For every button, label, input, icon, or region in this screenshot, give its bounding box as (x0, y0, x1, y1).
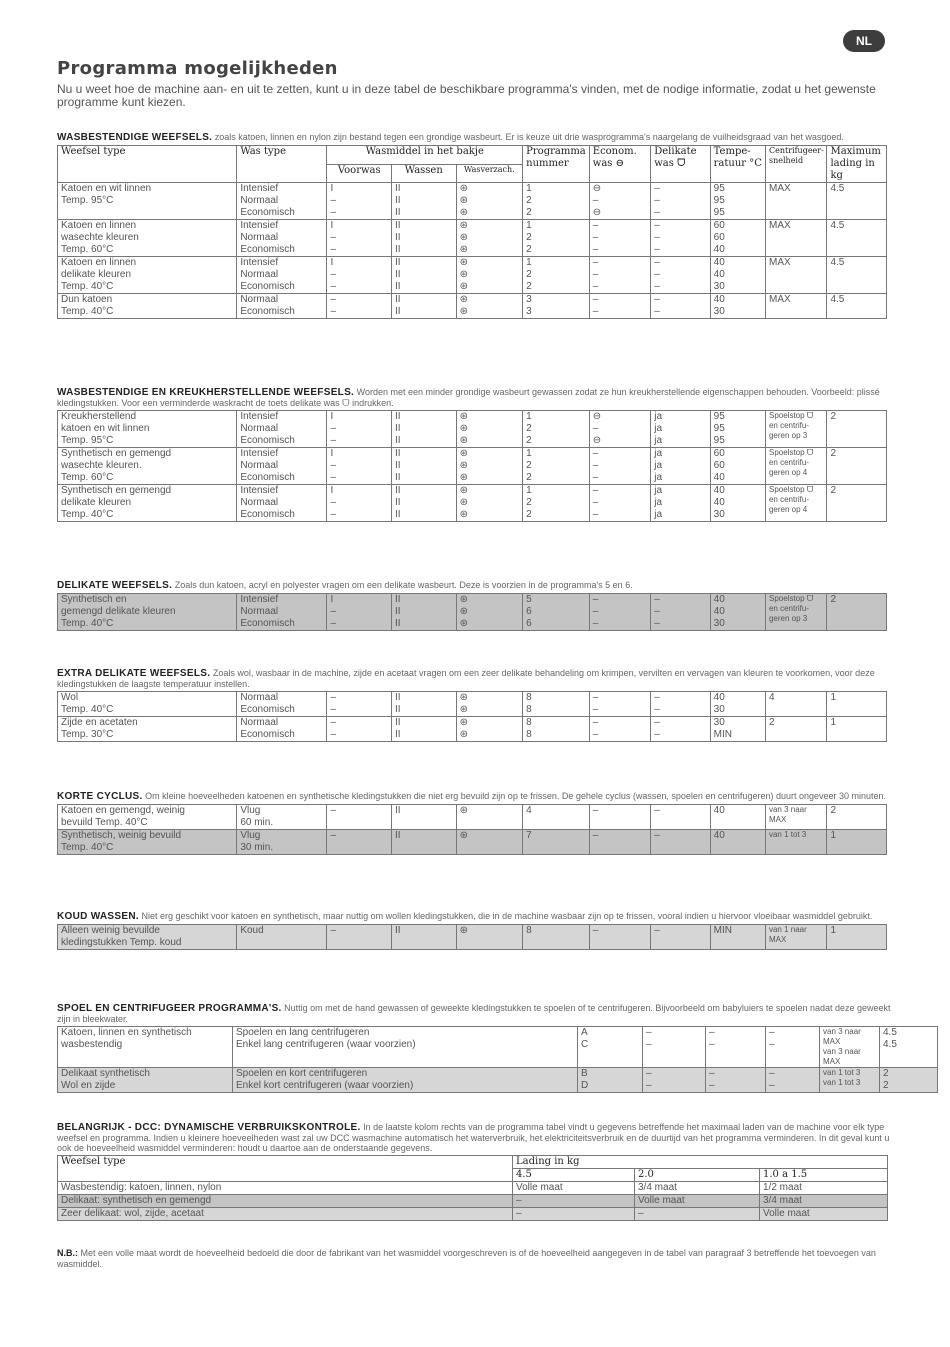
section-heading: WASBESTENDIGE EN KREUKHERSTELLENDE WEEFSELS. Worden met een minder grondige wasbeurt gewassen zodat ze hun kreukherstellende eigenschappen behouden. Voorbeeld: plissé kledingstukken. Voor een verminderde waskracht de toets delikate was ᗜ indrukken. (57, 387, 880, 408)
table-row (58, 257, 887, 294)
table-cell: 1 2 2 (523, 411, 590, 448)
table-cell: ⊛ ⊛ ⊛ (456, 411, 523, 448)
table-cell: Intensief Normaal Economisch (237, 411, 327, 448)
table-cell: 7 (523, 830, 590, 855)
table-cell: – (589, 925, 650, 950)
table-cell: 4.5 (827, 294, 887, 319)
col-header-econom: Econom. was ⊖ (589, 146, 650, 183)
table-cell: 5 6 6 (523, 594, 590, 631)
table-cell: 60 60 40 (710, 220, 765, 257)
table-cell: Katoen en linnen delikate kleuren Temp. 40°C (58, 257, 237, 294)
table-cell: – – (706, 1027, 766, 1068)
table-cell: 1 (827, 717, 887, 742)
table-cell: 95 95 95 (710, 183, 765, 220)
table-cell: II II II (392, 448, 457, 485)
table-cell: 40 30 (710, 294, 765, 319)
table-cell: 3/4 maat (635, 1182, 760, 1195)
table-cell: – – (766, 1027, 820, 1068)
table-cell: I – – (327, 183, 392, 220)
table-cell: Spoelen en lang centrifugeren Enkel lang centrifugeren (waar voorzien) (233, 1027, 578, 1068)
table-cell: 4 (765, 692, 826, 717)
table-cell: ⊛ ⊛ (456, 717, 523, 742)
table-cell: 30 MIN (710, 717, 765, 742)
table-cell: B D (578, 1068, 643, 1093)
table-cell: Normaal Economisch (237, 692, 327, 717)
table-cell: – – – (651, 257, 710, 294)
table-cell: Normaal Economisch (237, 294, 327, 319)
table-cell: Wol Temp. 40°C (58, 692, 237, 717)
section-1 (57, 387, 892, 522)
table-cell: Spoelstop ᗜ en centrifu- geren op 4 (765, 485, 826, 522)
table-cell: Katoen en linnen wasechte kleuren Temp. 60°C (58, 220, 237, 257)
col-header-load: 1.0 a 1.5 (760, 1169, 888, 1182)
col-header-maximum: Maximum lading in kg (827, 146, 887, 183)
table-cell: 2 (827, 411, 887, 448)
table-cell: van 3 naar MAX van 3 naar MAX (820, 1027, 880, 1068)
table-row (58, 594, 887, 631)
table-cell: 40 (710, 805, 765, 830)
table-row (58, 183, 887, 220)
table-cell: Intensief Normaal Economisch (237, 594, 327, 631)
table-cell: 2 (827, 594, 887, 631)
table-cell: ⊛ (456, 830, 523, 855)
table-cell: 40 40 30 (710, 594, 765, 631)
section-2 (57, 580, 892, 631)
col-header-weefsel: Weefsel type (58, 1156, 513, 1182)
col-header-delikate: Delikate was ᗜ (651, 146, 710, 183)
table-cell: Volle maat (760, 1208, 888, 1221)
table-cell: MAX (765, 294, 826, 319)
section-3 (57, 668, 892, 742)
section-5 (57, 911, 892, 950)
table-cell: II II II (392, 594, 457, 631)
section-heading: DELIKATE WEEFSELS. Zoals dun katoen, acryl en polyester vragen om een delikate wasbeurt. Deze is voorzien in de programma's 5 en 6. (57, 580, 633, 591)
col-header-load: 4.5 (513, 1169, 635, 1182)
table-cell: Kreukherstellend katoen en wit linnen Temp. 95°C (58, 411, 237, 448)
table-cell: 95 95 95 (710, 411, 765, 448)
table-cell: II (392, 805, 457, 830)
table-row (58, 1195, 888, 1208)
table-row (58, 448, 887, 485)
table-cell: Katoen en gemengd, weinig bevuild Temp. 40°C (58, 805, 237, 830)
table-cell: ⊛ ⊛ (456, 692, 523, 717)
table-cell: 60 60 40 (710, 448, 765, 485)
table-cell: – – – (589, 257, 650, 294)
table-cell: ⊛ ⊛ ⊛ (456, 594, 523, 631)
table-cell: – – (327, 692, 392, 717)
col-header-centrifugeer: Centrifugeer- snelheid (765, 146, 826, 183)
section-heading: SPOEL EN CENTRIFUGEER PROGRAMMA'S. Nuttig om met de hand gewassen of geweekte kledingstukken te spoelen of te centrifugeren. Bijvoorbeeld om babyluiers te spoelen nadat deze geweekt zijn in bleekwater. (57, 1003, 891, 1024)
program-table (57, 145, 887, 319)
table-cell: 40 40 30 (710, 485, 765, 522)
table-cell: Intensief Normaal Economisch (237, 183, 327, 220)
table-cell: II II (392, 294, 457, 319)
table-row (58, 220, 887, 257)
table-cell: MAX (765, 257, 826, 294)
table-cell: 1 (827, 830, 887, 855)
col-header-programma: Programma nummer (523, 146, 590, 183)
table-cell: – – (327, 294, 392, 319)
table-cell: 1 2 2 (523, 257, 590, 294)
col-header-lading: Lading in kg (513, 1156, 888, 1169)
table-cell: Dun katoen Temp. 40°C (58, 294, 237, 319)
section-6 (57, 1003, 897, 1093)
section-heading: KOUD WASSEN. Niet erg geschikt voor katoen en synthetisch, maar nuttig om wollen kledingstukken, die in de machine wasbaar zijn op te frissen, vooral indien u hiervoor vloeibaar wasmiddel gebruikt. (57, 911, 873, 922)
table-cell: 1 2 2 (523, 485, 590, 522)
page-title: Programma mogelijkheden (57, 58, 338, 79)
program-table (57, 691, 887, 742)
table-cell: 2 (827, 448, 887, 485)
table-cell: – (651, 830, 710, 855)
table-cell: Delikaat synthetisch Wol en zijde (58, 1068, 233, 1093)
table-cell: – – (766, 1068, 820, 1093)
program-table (57, 410, 887, 522)
table-cell: ⊛ ⊛ ⊛ (456, 257, 523, 294)
table-cell: ⊛ ⊛ ⊛ (456, 220, 523, 257)
table-cell: Zeer delikaat: wol, zijde, acetaat (58, 1208, 513, 1221)
table-cell: MIN (710, 925, 765, 950)
table-row (58, 485, 887, 522)
table-cell: 1 (827, 692, 887, 717)
col-header-load: 2.0 (635, 1169, 760, 1182)
table-cell: 2 (827, 485, 887, 522)
table-row (58, 717, 887, 742)
table-cell: – – – (651, 220, 710, 257)
table-cell: van 1 tot 3 van 1 tot 3 (820, 1068, 880, 1093)
table-cell: Normaal Economisch (237, 717, 327, 742)
table-cell: – (327, 805, 392, 830)
table-cell: 3/4 maat (760, 1195, 888, 1208)
table-cell: MAX (765, 220, 826, 257)
table-cell: – – (643, 1068, 706, 1093)
table-cell: – – (589, 294, 650, 319)
table-cell: 4 (523, 805, 590, 830)
col-header-weefsel: Weefsel type (58, 146, 237, 183)
table-cell: II II (392, 717, 457, 742)
table-cell: 8 8 (523, 692, 590, 717)
table-cell: ⊛ (456, 805, 523, 830)
table-cell: Intensief Normaal Economisch (237, 485, 327, 522)
table-cell: ⊛ ⊛ ⊛ (456, 485, 523, 522)
table-cell: – – – (589, 220, 650, 257)
table-cell: 2 (827, 805, 887, 830)
table-cell: – – (651, 294, 710, 319)
table-cell: – – – (651, 183, 710, 220)
section-4 (57, 791, 892, 855)
table-cell: 8 (523, 925, 590, 950)
table-cell: MAX (765, 183, 826, 220)
section-heading: EXTRA DELIKATE WEEFSELS. Zoals wol, wasbaar in de machine, zijde en acetaat vragen om een zeer delikate behandeling om krimpen, vervilten en vervagen van kleuren te voorkomen, voor deze kledingstukken de laagste temperatuur instellen. (57, 668, 875, 689)
table-cell: I – – (327, 220, 392, 257)
table-cell: – (651, 925, 710, 950)
table-cell: II II II (392, 485, 457, 522)
table-cell: ⊛ ⊛ (456, 294, 523, 319)
table-cell: Intensief Normaal Economisch (237, 257, 327, 294)
program-table (57, 804, 887, 855)
table-cell: Spoelstop ᗜ en centrifu- geren op 4 (765, 448, 826, 485)
col-header-wasmiddel: Wasmiddel in het bakje (327, 146, 523, 165)
program-table (57, 1026, 938, 1093)
table-cell: II II (392, 692, 457, 717)
table-cell: Vlug 60 min. (237, 805, 327, 830)
table-cell: 1/2 maat (760, 1182, 888, 1195)
table-cell: Intensief Normaal Economisch (237, 220, 327, 257)
table-cell: Spoelstop ᗜ en centrifu- geren op 3 (765, 411, 826, 448)
table-cell: – (589, 805, 650, 830)
table-cell: – (651, 805, 710, 830)
table-cell: – – (643, 1027, 706, 1068)
table-row (58, 830, 887, 855)
col-header-temp: Tempe- ratuur °C (710, 146, 765, 183)
table-cell: ⊛ (456, 925, 523, 950)
table-cell: Koud (237, 925, 327, 950)
table-cell: – – (651, 692, 710, 717)
table-cell: ⊛ ⊛ ⊛ (456, 183, 523, 220)
table-cell: II (392, 830, 457, 855)
table-cell: van 3 naar MAX (765, 805, 826, 830)
section-0 (57, 132, 892, 319)
table-cell: I – – (327, 448, 392, 485)
table-cell: ⊖ – ⊖ (589, 183, 650, 220)
table-cell: Alleen weinig bevuilde kledingstukken Temp. koud (58, 925, 237, 950)
table-cell: Volle maat (635, 1195, 760, 1208)
note: N.B.: Met een volle maat wordt de hoeveelheid bedoeld die door de fabrikant van het wasmiddel voorgeschreven is of de hoeveelheid aangegeven in de tabel van paragraaf 3 betreffende het toevoegen van wasmiddel. (57, 1248, 876, 1269)
section-heading: WASBESTENDIGE WEEFSELS. zoals katoen, linnen en nylon zijn bestand tegen een grondige wasbeurt. Er is keuze uit drie wasprogramma's naargelang de vuilheidsgraad van het wasgoed. (57, 132, 844, 143)
table-cell: 1 2 2 (523, 183, 590, 220)
program-table (57, 593, 887, 631)
table-row (58, 805, 887, 830)
table-cell: ⊛ ⊛ ⊛ (456, 448, 523, 485)
col-header-wasverzach: Wasverzach. (456, 164, 523, 183)
table-row (58, 294, 887, 319)
table-cell: Delikaat: synthetisch en gemengd (58, 1195, 513, 1208)
table-cell: – (327, 830, 392, 855)
table-cell: II II II (392, 183, 457, 220)
table-cell: – – – (589, 485, 650, 522)
table-cell: Vlug 30 min. (237, 830, 327, 855)
table-row (58, 1208, 888, 1221)
table-cell: Intensief Normaal Economisch (237, 448, 327, 485)
table-cell: 4.5 (827, 183, 887, 220)
table-cell: ja ja ja (651, 448, 710, 485)
table-cell: – – (589, 692, 650, 717)
table-cell: I – – (327, 594, 392, 631)
table-cell: Volle maat (513, 1182, 635, 1195)
table-cell: 4.5 (827, 220, 887, 257)
table-cell: I – – (327, 257, 392, 294)
table-cell: – (513, 1208, 635, 1221)
table-cell: 4.5 (827, 257, 887, 294)
table-row (58, 692, 887, 717)
col-header-voorwas: Voorwas (327, 164, 392, 183)
section-heading: KORTE CYCLUS. Om kleine hoeveelheden katoenen en synthetische kledingstukken die niet erg bevuild zijn op te frissen. De gehele cyclus (wassen, spoelen en centrifugeren) duurt ongeveer 30 minuten. (57, 791, 887, 802)
table-cell: – (513, 1195, 635, 1208)
table-cell: – – (651, 717, 710, 742)
table-cell: A C (578, 1027, 643, 1068)
table-row (58, 925, 887, 950)
table-cell: II II II (392, 220, 457, 257)
table-cell: Synthetisch en gemengd wasechte kleuren. Temp. 60°C (58, 448, 237, 485)
dcc-section (57, 1122, 892, 1221)
dcc-table (57, 1155, 888, 1221)
table-cell: – (635, 1208, 760, 1221)
table-row (58, 1182, 888, 1195)
table-cell: – – (706, 1068, 766, 1093)
table-cell: 3 3 (523, 294, 590, 319)
table-row (58, 411, 887, 448)
table-cell: – – – (589, 448, 650, 485)
table-cell: – – – (651, 594, 710, 631)
table-cell: I – – (327, 411, 392, 448)
table-cell: – – – (589, 594, 650, 631)
table-cell: 40 30 (710, 692, 765, 717)
table-cell: 2 2 (880, 1068, 938, 1093)
table-cell: 40 (710, 830, 765, 855)
table-cell: II (392, 925, 457, 950)
table-cell: 40 40 30 (710, 257, 765, 294)
table-cell: Spoelen en kort centrifugeren Enkel kort centrifugeren (waar voorzien) (233, 1068, 578, 1093)
table-row (58, 1027, 938, 1068)
table-cell: 2 (765, 717, 826, 742)
table-cell: 4.5 4.5 (880, 1027, 938, 1068)
table-cell: Zijde en acetaten Temp. 30°C (58, 717, 237, 742)
table-cell: I – – (327, 485, 392, 522)
table-cell: Synthetisch en gemengd delikate kleuren Temp. 40°C (58, 594, 237, 631)
table-cell: – – (589, 717, 650, 742)
table-cell: Synthetisch, weinig bevuild Temp. 40°C (58, 830, 237, 855)
table-cell: 1 2 2 (523, 220, 590, 257)
table-cell: II II II (392, 411, 457, 448)
col-header-wassen: Wassen (392, 164, 457, 183)
table-cell: – (589, 830, 650, 855)
table-cell: – (327, 925, 392, 950)
table-cell: van 1 tot 3 (765, 830, 826, 855)
table-cell: Wasbestendig: katoen, linnen, nylon (58, 1182, 513, 1195)
table-cell: Spoelstop ᗜ en centrifu- geren op 3 (765, 594, 826, 631)
table-cell: II II II (392, 257, 457, 294)
program-table (57, 924, 887, 950)
table-cell: Synthetisch en gemengd delikate kleuren Temp. 40°C (58, 485, 237, 522)
col-header-was: Was type (237, 146, 327, 183)
table-cell: Katoen, linnen en synthetisch wasbestendig (58, 1027, 233, 1068)
table-cell: 1 2 2 (523, 448, 590, 485)
table-cell: ja ja ja (651, 411, 710, 448)
intro-text: Nu u weet hoe de machine aan- en uit te zetten, kunt u in deze tabel de beschikbare programma's vinden, met de nodige informatie, zodat u het gewenste programme kunt kiezen. (57, 82, 876, 109)
table-cell: 1 (827, 925, 887, 950)
language-badge: NL (843, 30, 885, 52)
table-cell: ⊖ – ⊖ (589, 411, 650, 448)
table-cell: Katoen en wit linnen Temp. 95°C (58, 183, 237, 220)
table-cell: ja ja ja (651, 485, 710, 522)
section-heading: BELANGRIJK - DCC: DYNAMISCHE VERBRUIKSKONTROLE. In de laatste kolom rechts van de programma tabel vindt u gegevens betreffende het maximaal laden van de machine voor elk type weefsel en programma. Indien u kleinere hoeveelheden wast zal uw DCC wasmachine automatisch het waterverbruik, het elektriciteitsverbruik en de duurtijd van het programma verminderen. In dit geval kunt u ook de hoeveelheid wasmiddel verminderen: houdt u daartoe aan de onderstaande gegevens. (57, 1122, 890, 1153)
table-cell: 8 8 (523, 717, 590, 742)
table-cell: – – (327, 717, 392, 742)
table-row (58, 1068, 938, 1093)
table-cell: van 1 naar MAX (765, 925, 826, 950)
